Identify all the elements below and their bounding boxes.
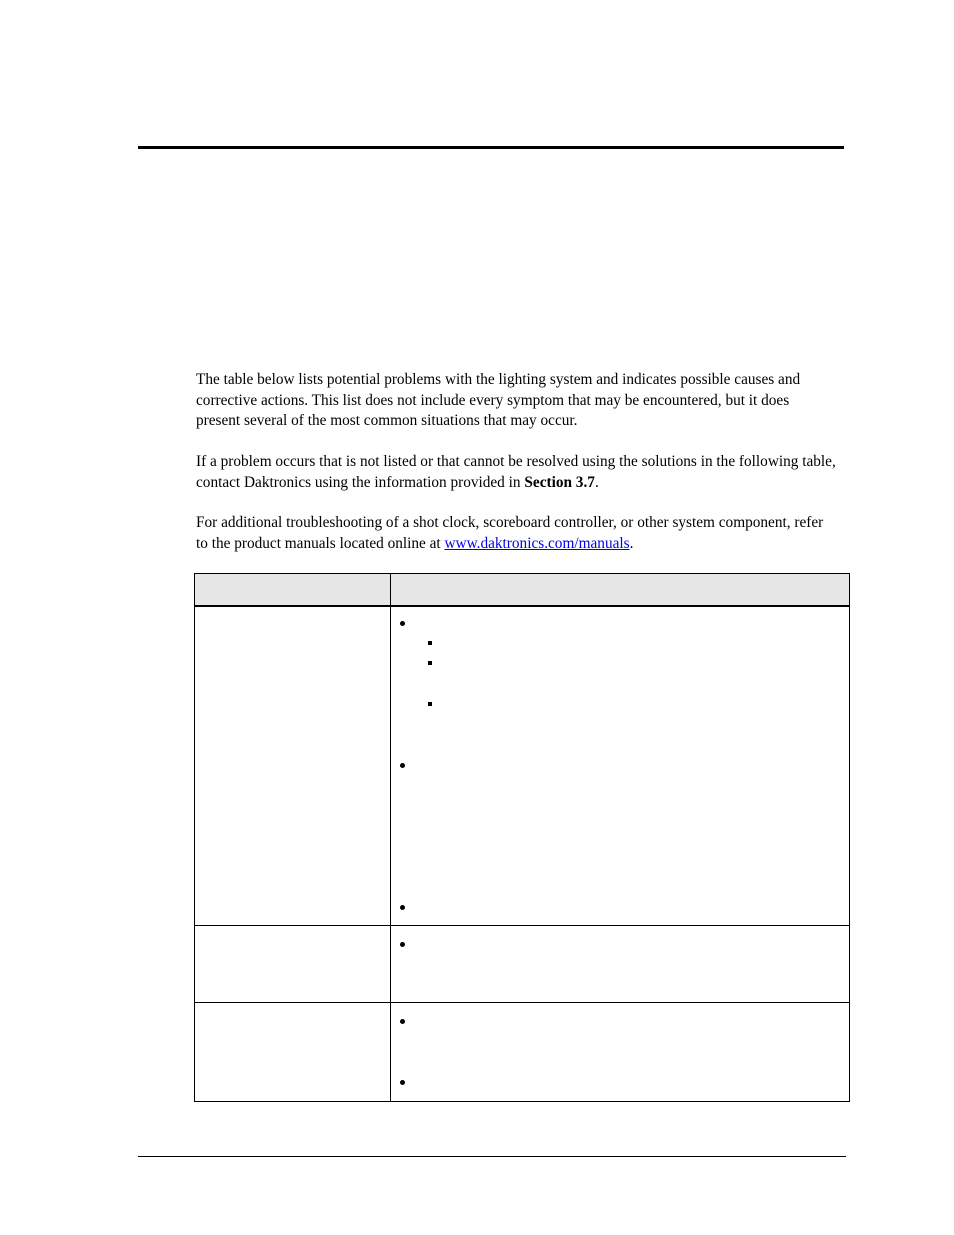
bullet bbox=[400, 942, 405, 947]
intro-paragraph-1: The table below lists potential problems with the lighting system and indicates possible causes and corrective actions. This list does not include every symptom that may be encountered, but it does present several of the most common situations that may occur. bbox=[196, 371, 801, 429]
sub-bullet bbox=[428, 641, 432, 645]
intro-paragraph-2-text: If a problem occurs that is not listed or that cannot be resolved using the solutions in the following table, contact Daktronics using the information provided in bbox=[196, 453, 836, 491]
sub-bullet bbox=[428, 702, 432, 706]
intro-paragraph-3-text: For additional troubleshooting of a shot clock, scoreboard controller, or other system component, refer to the product manuals located online at bbox=[196, 514, 824, 552]
troubleshooting-table bbox=[194, 573, 850, 1102]
table-row-divider bbox=[195, 1002, 849, 1003]
top-rule bbox=[138, 146, 844, 149]
bullet bbox=[400, 621, 405, 626]
intro-paragraph-3 bbox=[196, 513, 836, 554]
section-reference: Section 3.7 bbox=[524, 473, 595, 491]
bullet bbox=[400, 1019, 405, 1024]
table-header-row bbox=[195, 574, 849, 607]
intro-paragraph-2-end: . bbox=[594, 473, 599, 491]
table-column-divider bbox=[390, 574, 391, 1101]
manuals-link[interactable]: www.daktronics.com/manuals bbox=[444, 534, 630, 552]
sub-bullet bbox=[428, 661, 432, 665]
bullet bbox=[400, 1080, 405, 1085]
bullet bbox=[400, 905, 405, 910]
bullet bbox=[400, 763, 405, 768]
footer-rule bbox=[138, 1156, 846, 1157]
intro-paragraph-3-end: . bbox=[629, 534, 634, 552]
intro-paragraph-2 bbox=[196, 452, 836, 493]
table-row-divider bbox=[195, 925, 849, 926]
